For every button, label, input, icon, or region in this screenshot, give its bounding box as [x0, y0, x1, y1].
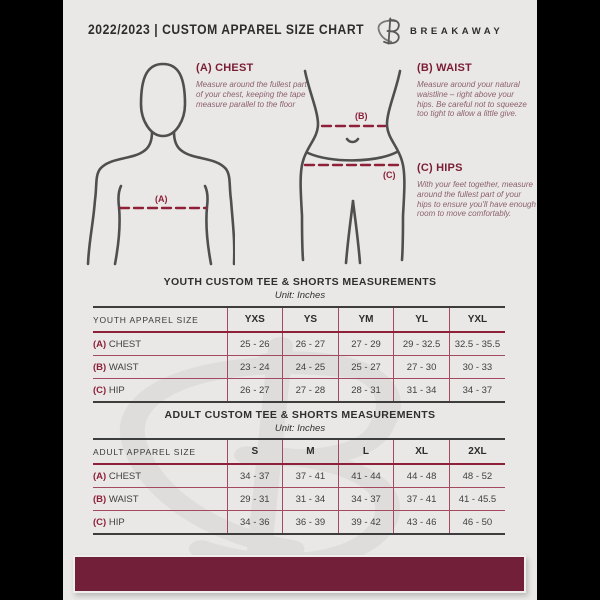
- table-row: [93, 511, 505, 535]
- cell: 26 - 27: [227, 379, 283, 403]
- instruction-waist: [417, 62, 531, 119]
- row-name: CHEST: [108, 470, 142, 482]
- cell: 34 - 36: [227, 511, 283, 535]
- instruction-hips-body: With your feet together, measure around the fullest part of your hips to ensure you'll have enough room to move comfortably.: [417, 180, 536, 219]
- adult-table-unit: Unit: Inches: [274, 423, 326, 434]
- row-key: (A): [93, 338, 107, 350]
- cell: 44 - 48: [394, 464, 450, 488]
- cell: 28 - 31: [338, 379, 394, 403]
- size-label-header: ADULT APPAREL SIZE: [93, 439, 227, 464]
- size-col-header: YXS: [227, 307, 283, 332]
- cell: 34 - 37: [449, 379, 505, 403]
- cell: 24 - 25: [283, 356, 339, 379]
- hips-line-label: (C): [383, 170, 396, 180]
- row-key: (C): [93, 516, 107, 528]
- youth-table-unit: Unit: Inches: [274, 290, 326, 301]
- instruction-chest-body: Measure around the fullest part of your chest, keeping the tape measure parallel to the floor: [196, 80, 307, 109]
- cell: 29 - 32.5: [394, 332, 450, 356]
- cell: 31 - 34: [283, 488, 339, 511]
- row-key: (B): [93, 361, 107, 373]
- cell: 46 - 50: [449, 511, 505, 535]
- instruction-hips: [417, 162, 537, 219]
- row-name: CHEST: [108, 338, 142, 350]
- cell: 43 - 46: [394, 511, 450, 535]
- cell: 25 - 26: [227, 332, 283, 356]
- cell: 23 - 24: [227, 356, 283, 379]
- maroon-footer-bar: [73, 555, 526, 593]
- row-key: (C): [93, 384, 107, 396]
- cell: 48 - 52: [449, 464, 505, 488]
- size-col-header: YXL: [449, 307, 505, 332]
- cell: 31 - 34: [394, 379, 450, 403]
- youth-size-table: [93, 306, 505, 403]
- chest-line-label: (A): [155, 194, 168, 204]
- cell: 41 - 44: [338, 464, 394, 488]
- cell: 25 - 27: [338, 356, 394, 379]
- cell: 30 - 33: [449, 356, 505, 379]
- adult-table-title: ADULT CUSTOM TEE & SHORTS MEASUREMENTS: [164, 409, 436, 421]
- cell: 37 - 41: [283, 464, 339, 488]
- size-chart-document: [63, 0, 537, 600]
- table-row: [93, 488, 505, 511]
- youth-table-title: YOUTH CUSTOM TEE & SHORTS MEASUREMENTS: [163, 276, 437, 288]
- table-row: [93, 332, 505, 356]
- cell: 26 - 27: [283, 332, 339, 356]
- table-row: [93, 464, 505, 488]
- page-title: 2022/2023 | CUSTOM APPAREL SIZE CHART: [88, 22, 365, 37]
- table-header-row: [93, 307, 505, 332]
- table-row: [93, 356, 505, 379]
- cell: 37 - 41: [394, 488, 450, 511]
- cell: 36 - 39: [283, 511, 339, 535]
- waist-line-label: (B): [355, 111, 368, 121]
- cell: 41 - 45.5: [449, 488, 505, 511]
- size-label-header: YOUTH APPAREL SIZE: [93, 307, 227, 332]
- size-col-header: 2XL: [449, 439, 505, 464]
- instruction-chest: [196, 62, 308, 109]
- instruction-hips-heading: (C) HIPS: [417, 162, 463, 174]
- cell: 34 - 37: [338, 488, 394, 511]
- breakaway-logo-icon: [375, 16, 402, 46]
- row-name: WAIST: [108, 493, 139, 505]
- adult-size-table: [93, 438, 505, 535]
- row-name: HIP: [108, 384, 125, 396]
- instruction-waist-body: Measure around your natural waistline – right above your hips. Be careful not to squeeze too tight to allow a little give.: [417, 80, 527, 119]
- size-col-header: XL: [394, 439, 450, 464]
- size-col-header: L: [338, 439, 394, 464]
- row-name: HIP: [108, 516, 125, 528]
- instruction-chest-heading: (A) CHEST: [196, 62, 254, 74]
- row-key: (A): [93, 470, 107, 482]
- cell: 39 - 42: [338, 511, 394, 535]
- size-col-header: YS: [283, 307, 339, 332]
- size-col-header: YL: [394, 307, 450, 332]
- cell: 29 - 31: [227, 488, 283, 511]
- table-row: [93, 379, 505, 403]
- lower-body-figure: [295, 66, 410, 266]
- size-col-header: S: [227, 439, 283, 464]
- table-header-row: [93, 439, 505, 464]
- instruction-waist-heading: (B) WAIST: [417, 62, 472, 74]
- row-name: WAIST: [108, 361, 139, 373]
- size-col-header: M: [283, 439, 339, 464]
- brand-name: BREAKAWAY: [410, 25, 504, 37]
- brand-lockup: [375, 16, 503, 46]
- cell: 32.5 - 35.5: [449, 332, 505, 356]
- cell: 27 - 29: [338, 332, 394, 356]
- cell: 27 - 28: [283, 379, 339, 403]
- cell: 27 - 30: [394, 356, 450, 379]
- size-col-header: YM: [338, 307, 394, 332]
- row-key: (B): [93, 493, 107, 505]
- cell: 34 - 37: [227, 464, 283, 488]
